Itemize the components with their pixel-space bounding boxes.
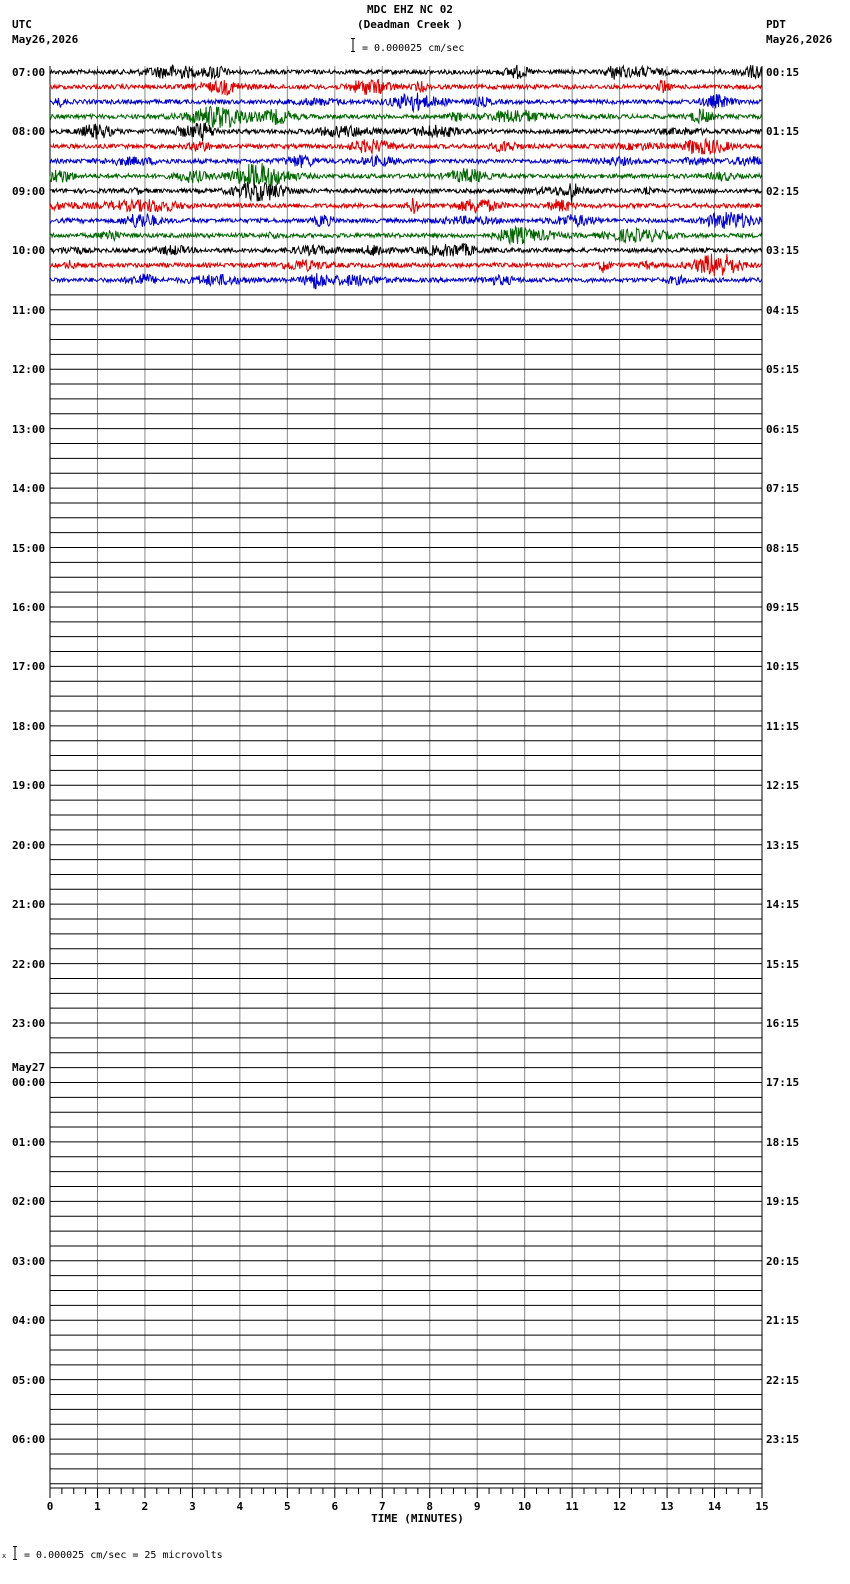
pdt-hour-label: 01:15	[766, 125, 800, 139]
pdt-hour-label: 07:15	[766, 482, 800, 496]
seismic-trace	[50, 139, 762, 155]
utc-hour-label: 16:00	[12, 600, 46, 614]
utc-hour-label: 19:00	[12, 779, 46, 793]
pdt-hour-label: 21:15	[766, 1314, 800, 1328]
pdt-hour-label: 00:15	[766, 66, 800, 79]
x-tick-label: 3	[189, 1500, 196, 1513]
utc-hour-label: 08:00	[12, 125, 46, 139]
x-tick-label: 8	[426, 1500, 434, 1513]
pdt-hour-label: 03:15	[766, 244, 800, 258]
utc-hour-label: 12:00	[12, 363, 46, 377]
utc-hour-label: 03:00	[12, 1254, 46, 1268]
utc-hour-label: 05:00	[12, 1373, 46, 1387]
x-axis-title: TIME (MINUTES)	[371, 1512, 464, 1525]
utc-hour-label: 06:00	[12, 1433, 46, 1447]
pdt-hour-label: 23:15	[766, 1433, 800, 1447]
utc-hour-label: 01:00	[12, 1135, 46, 1149]
x-tick-label: 11	[565, 1500, 579, 1513]
title-station: MDC EHZ NC 02	[366, 3, 454, 16]
footer-scale-label: = 0.000025 cm/sec = 25 microvolts	[24, 1550, 223, 1561]
seismic-trace	[50, 65, 762, 80]
x-tick-label: 2	[141, 1500, 149, 1513]
x-tick-label: 15	[755, 1500, 769, 1513]
date-change-label: May27	[12, 1061, 46, 1075]
pdt-hour-label: 19:15	[766, 1195, 800, 1209]
pdt-hour-label: 22:15	[766, 1373, 800, 1387]
right-date: May26,2026	[766, 33, 833, 46]
utc-hour-label: 10:00	[12, 244, 46, 258]
utc-hour-label: 22:00	[12, 957, 46, 971]
pdt-hour-label: 02:15	[766, 184, 800, 198]
x-tick-label: 4	[236, 1500, 244, 1513]
pdt-hour-label: 20:15	[766, 1254, 800, 1268]
utc-hour-label: 07:00	[12, 66, 46, 79]
scale-label: = 0.000025 cm/sec	[362, 43, 465, 54]
pdt-hour-label: 14:15	[766, 898, 800, 912]
seismic-trace	[50, 243, 762, 256]
utc-hour-label: 09:00	[12, 184, 46, 198]
pdt-hour-label: 13:15	[766, 838, 800, 852]
x-tick-label: 13	[660, 1500, 674, 1513]
utc-hour-label: 13:00	[12, 422, 46, 436]
x-tick-label: 14	[707, 1500, 722, 1513]
utc-hour-label: 21:00	[12, 898, 46, 912]
utc-hour-label: 02:00	[12, 1195, 46, 1209]
pdt-hour-label: 15:15	[766, 957, 800, 971]
pdt-hour-label: 12:15	[766, 779, 800, 793]
utc-hour-label: 17:00	[12, 660, 46, 674]
seismic-trace	[50, 254, 762, 276]
pdt-hour-label: 08:15	[766, 541, 800, 555]
utc-hour-label: 18:00	[12, 719, 46, 733]
seismic-trace	[50, 227, 762, 244]
pdt-hour-label: 09:15	[766, 600, 800, 614]
x-tick-label: 5	[284, 1500, 291, 1513]
left-date: May26,2026	[12, 33, 79, 46]
pdt-hour-label: 06:15	[766, 422, 800, 436]
seismic-trace	[50, 93, 762, 112]
seismic-trace	[50, 106, 762, 127]
svg-text:x: x	[2, 1552, 7, 1560]
x-tick-label: 9	[473, 1500, 481, 1513]
utc-hour-label: 20:00	[12, 838, 46, 852]
left-timezone: UTC	[12, 18, 32, 31]
x-tick-label: 6	[331, 1500, 339, 1513]
utc-hour-label: 15:00	[12, 541, 46, 555]
utc-hour-label: 14:00	[12, 482, 46, 496]
pdt-hour-label: 17:15	[766, 1076, 800, 1090]
seismic-trace	[50, 198, 762, 214]
x-tick-label: 7	[378, 1500, 386, 1513]
x-tick-label: 12	[612, 1500, 627, 1513]
footer-scale-icon	[2, 1546, 18, 1560]
utc-hour-label: 11:00	[12, 303, 46, 317]
seismic-trace	[50, 79, 762, 95]
pdt-hour-label: 04:15	[766, 303, 800, 317]
seismic-trace	[50, 155, 762, 168]
pdt-hour-label: 16:15	[766, 1017, 800, 1031]
seismic-trace	[50, 163, 762, 187]
x-tick-label: 10	[518, 1500, 532, 1513]
pdt-hour-label: 18:15	[766, 1135, 800, 1149]
pdt-hour-label: 10:15	[766, 660, 800, 674]
pdt-hour-label: 05:15	[766, 363, 800, 377]
seismic-trace	[50, 212, 762, 229]
seismic-trace	[50, 182, 762, 202]
x-tick-label: 1	[94, 1500, 101, 1513]
x-tick-label: 0	[46, 1500, 54, 1513]
utc-hour-label: 23:00	[12, 1017, 46, 1031]
title-location: (Deadman Creek )	[357, 18, 463, 31]
seismic-trace	[50, 273, 762, 289]
utc-hour-label: 00:00	[12, 1076, 46, 1090]
right-timezone: PDT	[766, 18, 786, 31]
seismic-trace	[50, 123, 762, 141]
pdt-hour-label: 11:15	[766, 719, 800, 733]
utc-hour-label: 04:00	[12, 1314, 46, 1328]
